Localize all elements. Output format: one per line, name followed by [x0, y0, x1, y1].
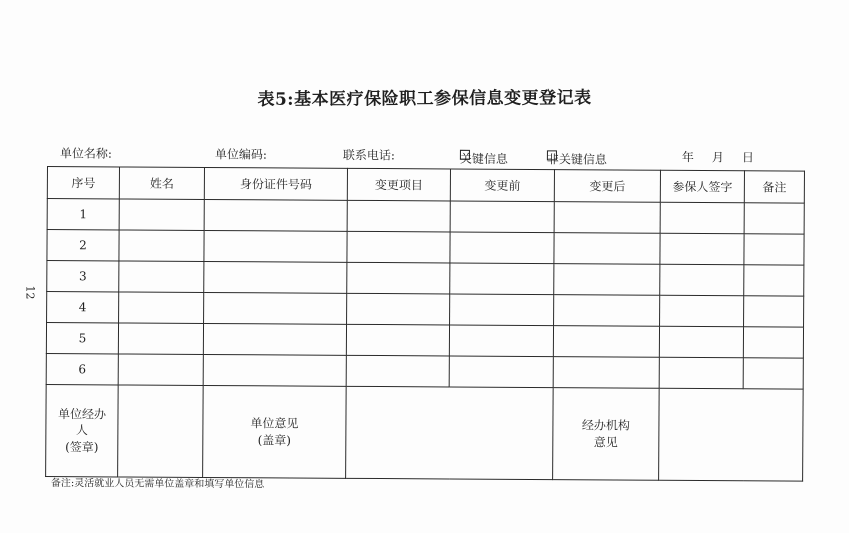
row-number: 5	[46, 323, 118, 354]
table-row	[46, 353, 803, 389]
handler-label-line: (签章)	[65, 439, 99, 454]
signature-row	[46, 384, 804, 481]
insured-signature-cell[interactable]	[660, 233, 744, 265]
id-number-cell[interactable]	[203, 323, 346, 355]
before-change-cell[interactable]	[450, 201, 554, 233]
name-cell[interactable]	[119, 292, 204, 324]
remarks-cell[interactable]	[743, 358, 803, 389]
row-number: 4	[47, 292, 119, 323]
handler-label-line: 单位经办	[57, 407, 107, 422]
handler-label-line: 人	[75, 423, 88, 438]
column-header: 变更项目	[347, 168, 450, 201]
insured-signature-cell[interactable]	[660, 202, 744, 234]
document-title: 表5:基本医疗保险职工参保信息变更登记表	[257, 88, 592, 110]
unit-opinion-label-line: 单位意见	[250, 416, 299, 431]
agency-opinion-label-line: 经办机构	[581, 418, 630, 433]
after-change-cell[interactable]	[553, 357, 659, 389]
column-header: 参保人签字	[660, 170, 744, 203]
remarks-cell[interactable]	[743, 327, 803, 358]
remarks-cell[interactable]	[744, 203, 804, 234]
change-item-cell[interactable]	[346, 355, 449, 387]
name-cell[interactable]	[119, 261, 204, 293]
id-number-cell[interactable]	[204, 199, 347, 231]
change-registration-table	[45, 166, 804, 481]
month-label: 月	[711, 150, 724, 165]
remarks-cell[interactable]	[744, 234, 804, 265]
footnote: 备注:灵活就业人员无需单位盖章和填写单位信息	[50, 477, 265, 491]
name-cell[interactable]	[118, 323, 203, 355]
change-item-cell[interactable]	[347, 262, 450, 294]
table-row	[46, 323, 803, 359]
contact-phone-label: 联系电话:	[342, 148, 396, 163]
change-item-cell[interactable]	[347, 200, 450, 232]
after-change-cell[interactable]	[554, 202, 660, 234]
before-change-cell[interactable]	[450, 263, 554, 295]
agency-opinion-label-line: 意见	[593, 434, 618, 449]
unit-name-label: 单位名称:	[59, 146, 113, 161]
page-number: 12	[23, 285, 37, 300]
row-number: 1	[47, 199, 119, 230]
form-table	[45, 166, 805, 482]
handler-label-cell	[46, 384, 119, 476]
id-number-cell[interactable]	[203, 354, 346, 386]
table-row	[47, 261, 804, 297]
agency-opinion-label-cell	[553, 388, 660, 481]
unit-opinion-field[interactable]	[346, 386, 554, 479]
after-change-cell[interactable]	[553, 326, 659, 358]
change-item-cell[interactable]	[346, 324, 449, 356]
insured-signature-cell[interactable]	[659, 357, 743, 389]
id-number-cell[interactable]	[204, 261, 347, 293]
name-cell[interactable]	[119, 230, 204, 262]
before-change-cell[interactable]	[450, 232, 554, 264]
name-cell[interactable]	[119, 199, 204, 231]
unit-code-label: 单位编码:	[214, 147, 268, 162]
after-change-cell[interactable]	[554, 264, 660, 296]
year-label: 年	[681, 150, 694, 165]
remarks-cell[interactable]	[744, 265, 804, 296]
change-item-cell[interactable]	[347, 293, 450, 325]
agency-opinion-field[interactable]	[659, 388, 804, 481]
insured-signature-cell[interactable]	[660, 264, 744, 296]
insured-signature-cell[interactable]	[659, 326, 743, 358]
table-row	[47, 230, 804, 266]
before-change-cell[interactable]	[449, 325, 553, 357]
column-header: 序号	[47, 167, 119, 199]
row-number: 3	[47, 261, 119, 292]
change-item-cell[interactable]	[347, 231, 450, 263]
row-number: 2	[47, 230, 119, 261]
column-header: 变更前	[450, 169, 554, 202]
column-header: 备注	[744, 171, 804, 203]
row-number: 6	[46, 353, 118, 384]
handler-signature-field[interactable]	[118, 385, 204, 478]
column-header: 姓名	[119, 167, 204, 200]
remarks-cell[interactable]	[744, 296, 804, 327]
column-header: 变更后	[554, 170, 660, 203]
table-row	[47, 199, 804, 235]
table-header-row	[47, 167, 804, 204]
unit-opinion-label-cell	[203, 385, 347, 478]
after-change-cell[interactable]	[554, 295, 660, 327]
day-label: 日	[741, 150, 754, 165]
insured-signature-cell[interactable]	[660, 295, 744, 327]
id-number-cell[interactable]	[204, 292, 347, 324]
column-header: 身份证件号码	[204, 167, 347, 200]
non-key-info-label: 非关键信息	[546, 152, 607, 167]
table-row	[47, 292, 804, 328]
key-info-label: 关键信息	[459, 151, 508, 167]
id-number-cell[interactable]	[204, 230, 347, 262]
after-change-cell[interactable]	[554, 233, 660, 265]
before-change-cell[interactable]	[450, 294, 554, 326]
unit-opinion-label-line: (盖章)	[257, 432, 292, 447]
name-cell[interactable]	[118, 354, 203, 386]
before-change-cell[interactable]	[449, 356, 553, 388]
